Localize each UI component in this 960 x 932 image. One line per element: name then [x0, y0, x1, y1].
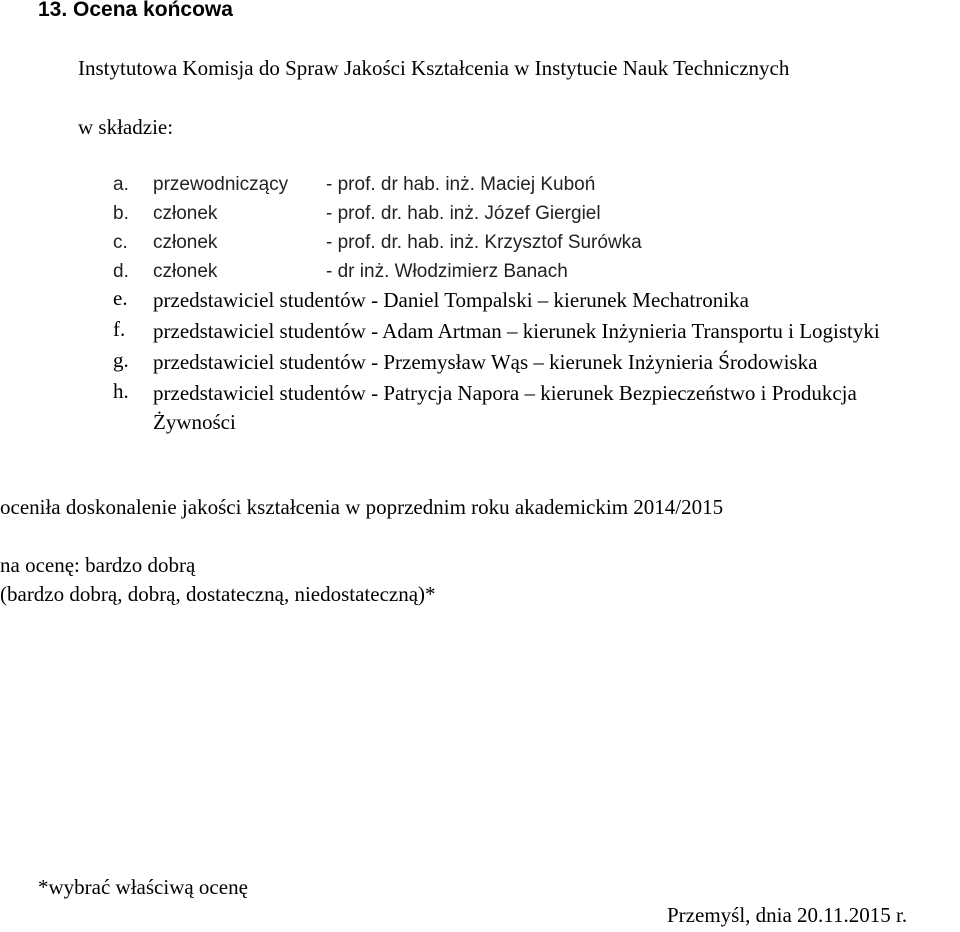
list-item — [113, 257, 642, 286]
intro-line-1: Instytutowa Komisja do Spraw Jakości Kształcenia w Instytucie Nauk Technicznych — [78, 56, 790, 80]
student-members-list — [113, 286, 960, 437]
assessment-line: oceniła doskonalenie jakości kształcenia w poprzednim roku akademickim 2014/2015 — [0, 495, 724, 519]
list-item — [113, 170, 642, 199]
item-letter: a. — [113, 174, 129, 195]
intro-line-2: w składzie: — [78, 115, 174, 139]
members-list — [113, 170, 642, 286]
item-text: przedstawiciel studentów - Patrycja Napora – kierunek Bezpieczeństwo i Produkcja Żywności — [153, 381, 857, 434]
item-letter: e. — [113, 286, 128, 310]
item-name: - prof. dr. hab. inż. Józef Giergiel — [326, 203, 601, 224]
item-text: przedstawiciel studentów - Adam Artman – kierunek Inżynieria Transportu i Logistyki — [153, 319, 880, 343]
item-letter: g. — [113, 348, 129, 372]
item-letter: f. — [113, 317, 126, 341]
item-text: przedstawiciel studentów - Daniel Tompalski – kierunek Mechatronika — [153, 288, 749, 312]
grade-line: na ocenę: bardzo dobrą — [0, 553, 196, 577]
list-item — [113, 348, 960, 377]
item-role: członek — [153, 203, 218, 224]
item-role: członek — [153, 232, 218, 253]
item-letter: h. — [113, 379, 129, 403]
list-item — [113, 286, 960, 315]
list-item — [113, 379, 960, 437]
item-letter: d. — [113, 261, 129, 282]
item-name: - prof. dr. hab. inż. Krzysztof Surówka — [326, 232, 642, 253]
item-name: - dr inż. Włodzimierz Banach — [326, 261, 568, 282]
item-text: przedstawiciel studentów - Przemysław Wąs – kierunek Inżynieria Środowiska — [153, 350, 818, 374]
item-name: - prof. dr hab. inż. Maciej Kuboń — [326, 174, 596, 195]
item-role: przewodniczący — [153, 174, 289, 195]
footnote: *wybrać właściwą ocenę — [38, 875, 248, 899]
item-role: członek — [153, 261, 218, 282]
list-item — [113, 199, 642, 228]
list-item — [113, 317, 960, 346]
grade-options: (bardzo dobrą, dobrą, dostateczną, niedostateczną)* — [0, 582, 436, 606]
item-letter: b. — [113, 203, 129, 224]
section-heading: 13. Ocena końcowa — [38, 0, 233, 21]
list-item — [113, 228, 642, 257]
place-date: Przemyśl, dnia 20.11.2015 r. — [667, 903, 908, 927]
item-letter: c. — [113, 232, 128, 253]
